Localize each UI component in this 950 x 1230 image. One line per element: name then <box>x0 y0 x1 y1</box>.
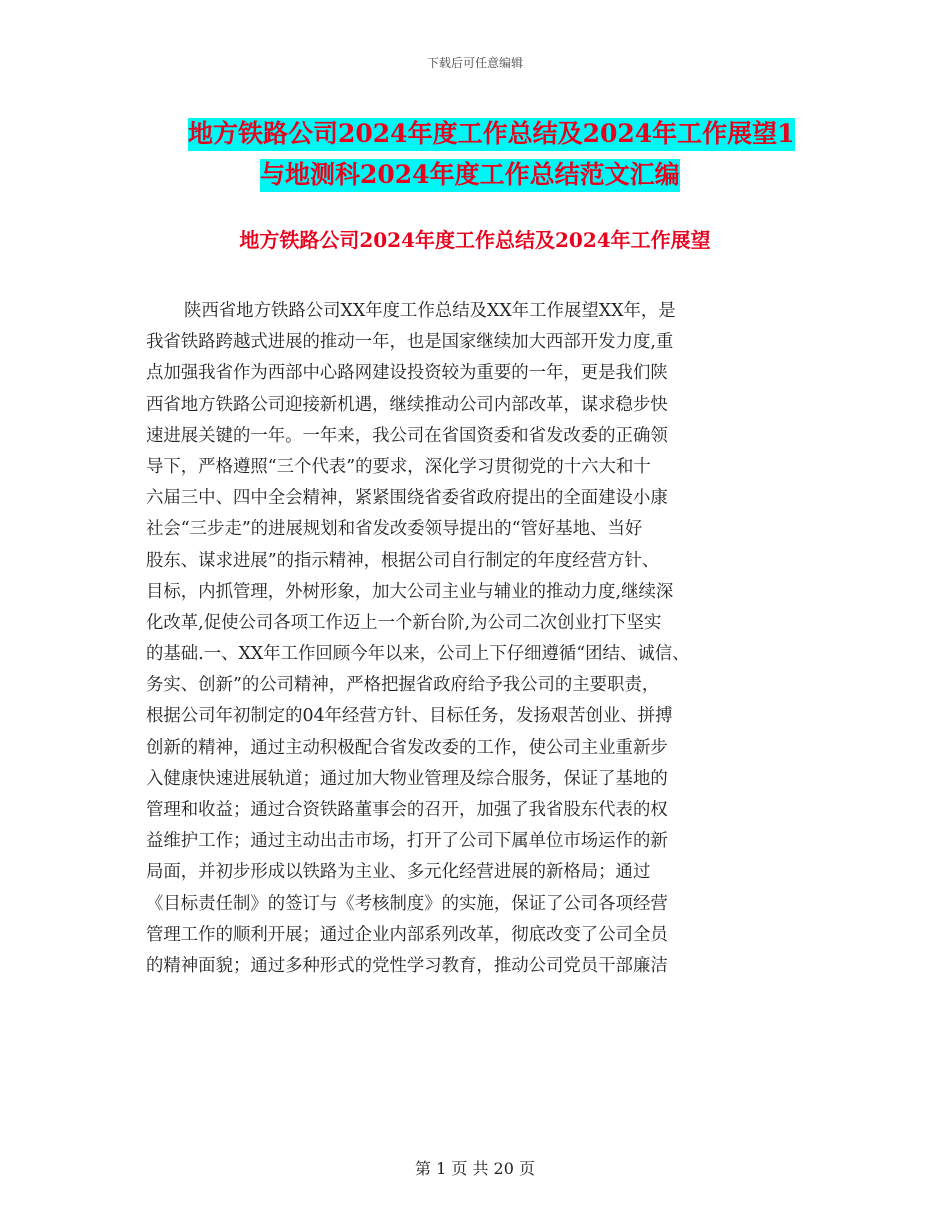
body-line: 速进展关键的一年。一年来，我公司在省国资委和省发改委的正确领 <box>146 425 668 446</box>
page-footer: 第 1 页 共 20 页 <box>415 1159 535 1178</box>
body-line: 点加强我省作为西部中心路网建设投资较为重要的一年，更是我们陕 <box>146 363 668 384</box>
body-line: 导下，严格遵照“三个代表”的要求，深化学习贯彻党的十六大和十 <box>146 456 651 477</box>
body-line: 的精神面貌；通过多种形式的党性学习教育，推动公司党员干部廉洁 <box>146 955 668 976</box>
main-title-line-1-text: 地方铁路公司2024年度工作总结及2024年工作展望1 <box>188 118 795 151</box>
main-title-line-2 <box>260 154 828 195</box>
main-title-line-1 <box>188 113 828 154</box>
section-title: 地方铁路公司2024年度工作总结及2024年工作展望 <box>239 228 711 252</box>
main-title-line-2-text: 与地测科2024年度工作总结范文汇编 <box>260 159 680 192</box>
body-line: 西省地方铁路公司迎接新机遇，继续推动公司内部改革，谋求稳步快 <box>146 394 668 415</box>
body-line: 化改革,促使公司各项工作迈上一个新台阶,为公司二次创业打下坚实 <box>146 612 662 633</box>
body-line: 务实、创新”的公司精神，严格把握省政府给予我公司的主要职责， <box>146 675 660 696</box>
body-line: 根据公司年初制定的04年经营方针、目标任务，发扬艰苦创业、拼搏 <box>146 706 673 727</box>
body-line: 创新的精神，通过主动积极配合省发改委的工作，使公司主业重新步 <box>146 737 668 758</box>
main-title <box>188 113 828 195</box>
body-line: 社会“三步走”的进展规划和省发改委领导提出的“管好基地、当好 <box>146 519 643 540</box>
body-line: 目标，内抓管理，外树形象，加大公司主业与辅业的推动力度,继续深 <box>146 581 674 602</box>
body-line: 局面，并初步形成以铁路为主业、多元化经营进展的新格局；通过 <box>146 862 651 883</box>
body-line: 入健康快速进展轨道；通过加大物业管理及综合服务，保证了基地的 <box>146 768 668 789</box>
body-line: 益维护工作；通过主动出击市场，打开了公司下属单位市场运作的新 <box>146 831 668 852</box>
body-text <box>146 296 814 982</box>
body-line: 《目标责任制》的签订与《考核制度》的实施，保证了公司各项经营 <box>146 893 668 914</box>
body-line: 的基础.一、XX年工作回顾今年以来，公司上下仔细遵循“团结、诚信、 <box>146 644 690 665</box>
body-line: 股东、谋求进展”的指示精神，根据公司自行制定的年度经营方针、 <box>146 550 660 571</box>
body-line: 陕西省地方铁路公司XX年度工作总结及XX年工作展望XX年，是 <box>184 301 676 321</box>
body-line: 我省铁路跨越式进展的推动一年，也是国家继续加大西部开发力度,重 <box>146 332 674 353</box>
body-line: 管理和收益；通过合资铁路董事会的召开，加强了我省股东代表的权 <box>146 800 668 820</box>
header-note: 下载后可任意编辑 <box>426 56 523 70</box>
body-line: 管理工作的顺利开展；通过企业内部系列改革，彻底改变了公司全员 <box>146 924 668 945</box>
body-line: 六届三中、四中全会精神，紧紧围绕省委省政府提出的全面建设小康 <box>146 488 668 509</box>
